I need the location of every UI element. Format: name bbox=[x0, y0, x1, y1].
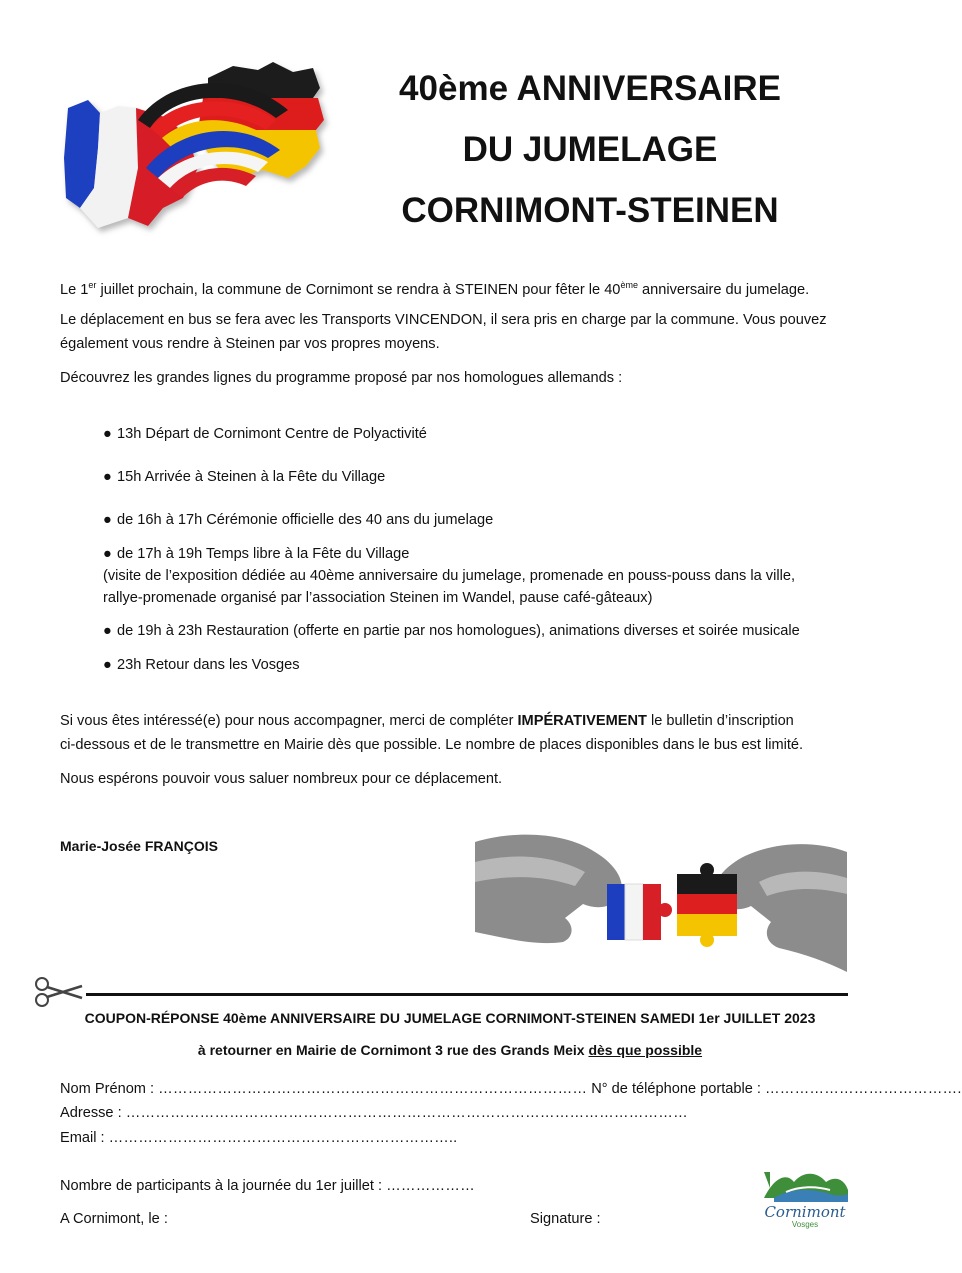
coupon-return-line bbox=[60, 1042, 840, 1058]
signature-name: Marie-Josée FRANÇOIS bbox=[60, 838, 218, 854]
cornimont-logo bbox=[760, 1168, 850, 1234]
emphasis-text: IMPÉRATIVEMENT bbox=[517, 713, 647, 729]
closing-paragraph-2: Nous espérons pouvoir vous saluer nombreux pour ce déplacement. bbox=[60, 771, 503, 787]
intro-paragraph-3: Découvrez les grandes lignes du programme proposé par nos homologues allemands : bbox=[60, 370, 623, 386]
bullet-icon: ● bbox=[103, 469, 112, 485]
bullet-icon: ● bbox=[103, 426, 112, 442]
scissors-icon bbox=[32, 974, 86, 1010]
phone-field[interactable]: …………………………………. bbox=[765, 1081, 962, 1097]
bullet-icon: ● bbox=[103, 657, 112, 673]
intro-paragraph-1 bbox=[60, 273, 850, 302]
phone-label: N° de téléphone portable : bbox=[587, 1081, 766, 1097]
form-row-participants bbox=[60, 1178, 475, 1194]
logo-name: Cornimont bbox=[764, 1203, 846, 1221]
list-item-text: 13h Départ de Cornimont Centre de Polyactivité bbox=[117, 426, 427, 442]
signature-label: Signature : bbox=[530, 1211, 601, 1227]
closing-paragraph-1 bbox=[60, 709, 850, 757]
page-title bbox=[340, 58, 840, 241]
form-row-email bbox=[60, 1130, 457, 1146]
cut-line bbox=[86, 993, 848, 996]
closing-text: ci-dessous et de le transmettre en Mairie dès que possible. Le nombre de places disponibles dans le bus est limité. bbox=[60, 737, 804, 753]
place-date-label: A Cornimont, le : bbox=[60, 1211, 168, 1227]
coupon-heading: COUPON-RÉPONSE 40ème ANNIVERSAIRE DU JUMELAGE CORNIMONT-STEINEN SAMEDI 1er JUILLET 2023 bbox=[84, 1010, 816, 1026]
logo-landscape-icon bbox=[760, 1168, 850, 1204]
list-item bbox=[103, 423, 843, 445]
title-line-3: CORNIMONT-STEINEN bbox=[401, 191, 779, 230]
flags-map-image bbox=[58, 58, 328, 238]
intro-text: également vous rendre à Steinen par vos propres moyens. bbox=[60, 336, 440, 352]
address-field[interactable]: …………………………………………………………………………………………………… bbox=[125, 1105, 688, 1121]
intro-text: Le déplacement en bus se fera avec les Transports VINCENDON, il sera pris en charge par la commune. Vous pouvez bbox=[60, 312, 827, 328]
superscript: ème bbox=[620, 280, 638, 290]
intro-text: anniversaire du jumelage. bbox=[637, 281, 810, 298]
participants-field[interactable]: ……………… bbox=[386, 1178, 475, 1194]
email-label: Email : bbox=[60, 1130, 109, 1146]
list-item bbox=[103, 509, 843, 531]
superscript: er bbox=[88, 280, 97, 290]
list-item bbox=[103, 543, 843, 609]
form-row-address bbox=[60, 1105, 688, 1121]
address-label: Adresse : bbox=[60, 1105, 126, 1121]
bullet-icon: ● bbox=[103, 512, 112, 528]
list-item-text: de 16h à 17h Cérémonie officielle des 40 ans du jumelage bbox=[117, 512, 494, 528]
list-item-detail: (visite de l’exposition dédiée au 40ème anniversaire du jumelage, promenade en pouss-pouss dans la ville, bbox=[103, 568, 795, 584]
intro-text: Le 1 bbox=[60, 281, 89, 298]
name-field[interactable]: …………………………………………………………………………… bbox=[158, 1081, 588, 1097]
closing-text: le bulletin d’inscription bbox=[646, 713, 794, 729]
title-line-2: DU JUMELAGE bbox=[462, 130, 718, 169]
coupon-return-underlined: dès que possible bbox=[588, 1042, 703, 1058]
form-row-name-phone bbox=[60, 1081, 962, 1097]
puzzle-hands-image bbox=[475, 822, 847, 982]
list-item-text: 23h Retour dans les Vosges bbox=[117, 657, 300, 673]
participants-label: Nombre de participants à la journée du 1er juillet : bbox=[60, 1178, 387, 1194]
list-item-text: de 19h à 23h Restauration (offerte en partie par nos homologues), animations diverses et soirée musicale bbox=[117, 623, 800, 639]
list-item-text: de 17h à 19h Temps libre à la Fête du Village bbox=[117, 546, 410, 562]
bullet-icon: ● bbox=[103, 623, 112, 639]
list-item-text: 15h Arrivée à Steinen à la Fête du Village bbox=[117, 469, 386, 485]
list-item bbox=[103, 620, 843, 642]
email-field[interactable]: …………………………………………………………….. bbox=[108, 1130, 458, 1146]
coupon-return-text: à retourner en Mairie de Cornimont 3 rue des Grands Meix bbox=[197, 1042, 589, 1058]
list-item bbox=[103, 466, 843, 488]
logo-sub: Vosges bbox=[791, 1220, 819, 1229]
intro-paragraph-2 bbox=[60, 308, 850, 356]
list-item-detail: rallye-promenade organisé par l’association Steinen im Wandel, pause café-gâteaux) bbox=[103, 590, 653, 606]
intro-text: juillet prochain, la commune de Cornimont se rendra à STEINEN pour fêter le 40 bbox=[96, 281, 621, 298]
list-item bbox=[103, 654, 843, 676]
closing-text: Si vous êtes intéressé(e) pour nous accompagner, merci de compléter bbox=[60, 713, 518, 729]
title-line-1: 40ème ANNIVERSAIRE bbox=[399, 69, 781, 108]
bullet-icon: ● bbox=[103, 546, 112, 562]
name-label: Nom Prénom : bbox=[60, 1081, 159, 1097]
